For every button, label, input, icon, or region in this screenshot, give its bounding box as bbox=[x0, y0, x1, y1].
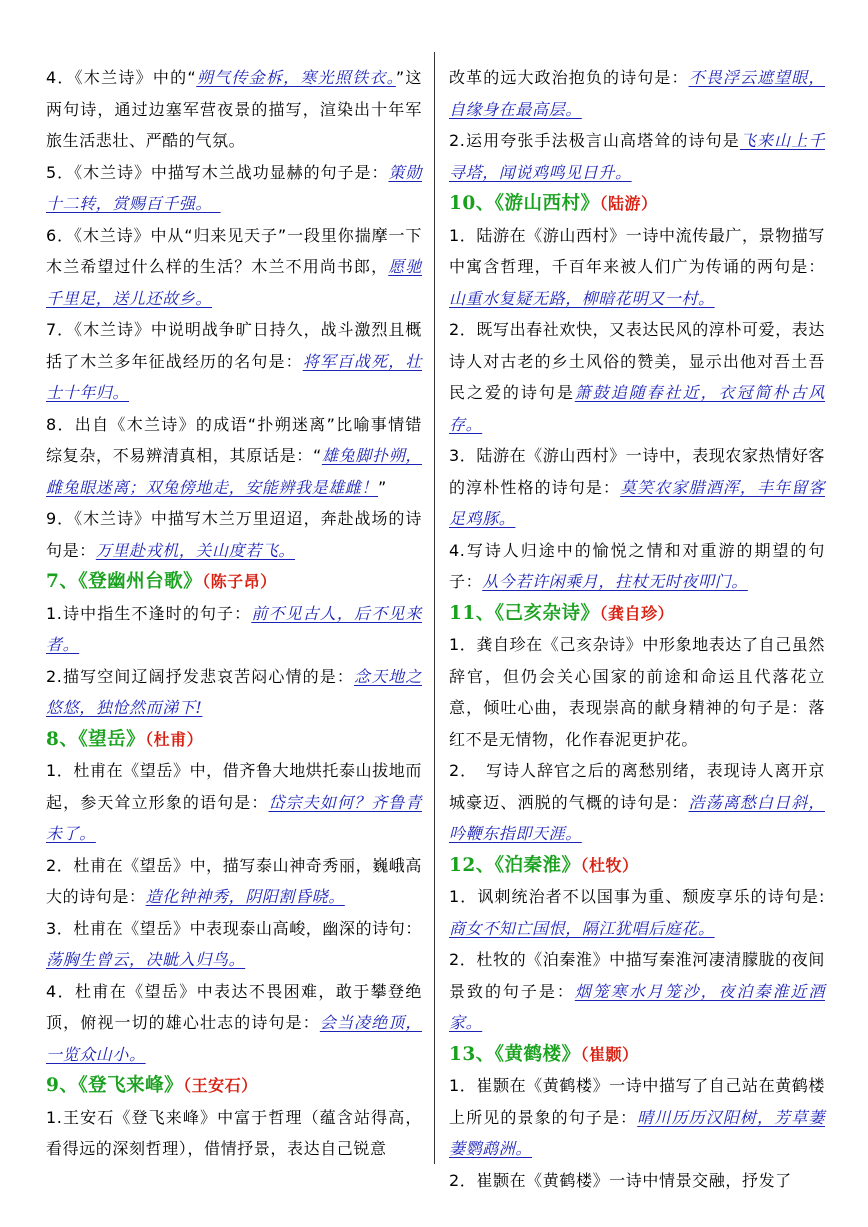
question-item bbox=[449, 535, 825, 598]
answer-text: 将军百战死，壮士十年归。 bbox=[46, 351, 422, 402]
question-item bbox=[449, 1165, 825, 1197]
question-item bbox=[46, 314, 422, 409]
question-item bbox=[449, 125, 825, 188]
question-text: 6．《木兰诗》中从“归来见天子”一段里你揣摩一下木兰希望过什么样的生活？木兰不用尚书郎， bbox=[46, 225, 422, 276]
question-text: 4.写诗人归途中的愉悦之情和对重游的期望的句子： bbox=[449, 540, 825, 591]
answer-text: 商女不知亡国恨，隔江犹唱后庭花。 bbox=[449, 918, 715, 938]
answer-text: 飞来山上千寻塔，闻说鸡鸣见日升。 bbox=[449, 131, 825, 182]
answer-text: 前不见古人，后不见来者。 bbox=[46, 603, 422, 654]
answer-text: 莫笑农家腊酒浑，丰年留客足鸡豚。 bbox=[449, 477, 825, 528]
question-text: 1．龚自珍在《己亥杂诗》中形象地表达了自己虽然辞官，但仍会关心国家的前途和命运且代落花立意，倾吐心曲，表现崇高的献身精神的句子是：落红不是无情物，化作春泥更护花。 bbox=[449, 635, 825, 749]
question-item bbox=[46, 220, 422, 315]
question-text: 4．《木兰诗》中的“ bbox=[46, 68, 197, 87]
poet-name: （杜甫） bbox=[145, 729, 204, 749]
question-text: 改革的远大政治抱负的诗句是： bbox=[449, 68, 689, 87]
answer-text: 浩荡离愁白日斜，吟鞭东指即天涯。 bbox=[449, 792, 825, 843]
question-item bbox=[46, 913, 422, 976]
question-text: 1．陆游在《游山西村》一诗中流传最广，景物描写中寓含哲理，千百年来被人们广为传诵的两句是： bbox=[449, 225, 825, 276]
question-text: 1．崔颢在《黄鹤楼》一诗中描写了自己站在黄鹤楼上所见的景象的句子是： bbox=[449, 1076, 825, 1127]
question-item bbox=[449, 629, 825, 755]
question-item bbox=[449, 220, 825, 315]
section-title: 12、《泊秦淮》 bbox=[449, 854, 581, 876]
section-title: 13、《黄鹤楼》 bbox=[449, 1043, 581, 1065]
question-item bbox=[46, 850, 422, 913]
answer-text: 箫鼓追随春社近，衣冠简朴古风存。 bbox=[449, 383, 826, 434]
answer-text: 造化钟神秀，阴阳割昏晓。 bbox=[145, 887, 345, 906]
poet-name: （杜牧） bbox=[580, 855, 639, 875]
question-item bbox=[449, 440, 825, 535]
right-column bbox=[449, 62, 825, 1196]
section-title: 9、《登飞来峰》 bbox=[46, 1075, 184, 1096]
answer-text: 愿驰千里足，送儿还故乡。 bbox=[46, 257, 422, 308]
poet-name: （陈子昂） bbox=[202, 572, 277, 591]
poet-name: （龚自珍） bbox=[599, 603, 675, 623]
section-heading bbox=[46, 724, 422, 756]
question-text: 9．《木兰诗》中描写木兰万里迢迢，奔赴战场的诗句是： bbox=[46, 509, 422, 560]
question-item bbox=[449, 314, 825, 440]
answer-text: 荡胸生曾云，决眦入归鸟。 bbox=[46, 950, 246, 969]
question-item bbox=[46, 661, 422, 724]
question-text: 1.王安石《登飞来峰》中富于哲理（蕴含站得高，看得远的深刻哲理），借情抒景，表达自己锐意 bbox=[46, 1107, 422, 1158]
answer-text: 策勋十二转，赏赐百千强。 bbox=[46, 162, 423, 213]
answer-text: 不畏浮云遮望眼，自缘身在最高层。 bbox=[449, 68, 825, 119]
answer-text: 山重水复疑无路，柳暗花明又一村。 bbox=[449, 288, 715, 308]
question-text: 2．既写出春社欢快，又表达民风的淳朴可爱，表达诗人对古老的乡土风俗的赞美，显示出他对吾土吾民之爱的诗句是 bbox=[449, 320, 825, 402]
section-heading bbox=[46, 566, 422, 598]
question-text: 1．杜甫在《望岳》中，借齐鲁大地烘托泰山拔地而起，参天耸立形象的语句是： bbox=[46, 761, 422, 812]
question-text: 2．崔颢在《黄鹤楼》一诗中情景交融，抒发了 bbox=[449, 1170, 792, 1190]
question-item bbox=[46, 755, 422, 850]
question-item bbox=[449, 755, 825, 850]
section-title: 8、《望岳》 bbox=[46, 728, 146, 750]
answer-text: 岱宗夫如何？齐鲁青未了。 bbox=[46, 792, 422, 843]
question-item bbox=[449, 62, 825, 125]
section-heading bbox=[46, 1070, 422, 1102]
answer-text: 朔气传金柝，寒光照铁衣。 bbox=[196, 68, 396, 87]
poet-name: （崔颢） bbox=[580, 1044, 639, 1064]
question-text: 3．陆游在《游山西村》一诗中，表现农家热情好客的淳朴性格的诗句是： bbox=[449, 446, 825, 497]
question-text: 8．出自《木兰诗》的成语“扑朔迷离”比喻事情错综复杂，不易辨清真相，其原话是：“ bbox=[46, 414, 422, 465]
answer-text: 念天地之悠悠，独怆然而涕下! bbox=[46, 666, 422, 717]
section-heading bbox=[449, 1039, 825, 1071]
question-text: 5．《木兰诗》中描写木兰战功显赫的句子是： bbox=[46, 162, 389, 182]
column-divider bbox=[434, 52, 435, 1164]
answer-text: 从今若许闲乘月，拄杖无时夜叩门。 bbox=[482, 572, 748, 591]
question-text: 4．杜甫在《望岳》中表达不畏困难，敢于攀登绝顶，俯视一切的雄心壮志的诗句是： bbox=[46, 981, 422, 1032]
question-item bbox=[46, 598, 422, 661]
question-text: 2.运用夸张手法极言山高塔耸的诗句是 bbox=[449, 131, 740, 150]
question-text: ” bbox=[378, 477, 387, 497]
question-item bbox=[449, 1070, 825, 1165]
question-item bbox=[449, 881, 825, 944]
question-text: 3．杜甫在《望岳》中表现泰山高峻，幽深的诗句： bbox=[46, 918, 422, 938]
answer-text: 烟笼寒水月笼沙，夜泊秦淮近酒家。 bbox=[449, 981, 826, 1032]
question-item bbox=[46, 1102, 422, 1165]
answer-text: 会当凌绝顶，一览众山小。 bbox=[46, 1013, 422, 1064]
section-title: 7、《登幽州台歌》 bbox=[46, 571, 203, 592]
question-text: 1．讽刺统治者不以国事为重、颓废享乐的诗句是: bbox=[449, 887, 825, 906]
answer-text: 万里赴戎机，关山度若飞。 bbox=[95, 540, 296, 560]
left-column bbox=[46, 62, 422, 1165]
section-heading bbox=[449, 850, 825, 882]
poet-name: （王安石） bbox=[183, 1076, 258, 1095]
answer-text: 晴川历历汉阳树，芳草萋萋鹦鹉洲。 bbox=[449, 1107, 825, 1158]
question-text: 2．杜甫在《望岳》中，描写泰山神奇秀丽，巍峨高大的诗句是： bbox=[46, 855, 422, 906]
question-item bbox=[46, 503, 422, 566]
poet-name: （陆游） bbox=[599, 194, 658, 213]
question-item bbox=[46, 62, 422, 157]
question-text: 2． 写诗人辞官之后的离愁别绪，表现诗人离开京城豪迈、洒脱的气概的诗句是： bbox=[449, 761, 825, 812]
question-item bbox=[46, 409, 422, 504]
question-text: 7．《木兰诗》中说明战争旷日持久，战斗激烈且概括了木兰多年征战经历的名句是： bbox=[46, 320, 422, 371]
question-text: 2.描写空间辽阔抒发悲哀苦闷心情的是： bbox=[46, 666, 355, 686]
section-title: 11、《己亥杂诗》 bbox=[449, 602, 600, 624]
question-item bbox=[46, 157, 422, 220]
question-item bbox=[46, 976, 422, 1071]
question-text: 1.诗中指生不逢时的句子： bbox=[46, 603, 252, 623]
answer-text: 雄兔脚扑朔，雌兔眼迷离；双兔傍地走，安能辨我是雄雌！ bbox=[46, 446, 422, 497]
section-heading bbox=[449, 188, 825, 220]
question-text: 2．杜牧的《泊秦淮》中描写秦淮河凄清朦胧的夜间景致的句子是： bbox=[449, 950, 825, 1001]
section-heading bbox=[449, 598, 825, 630]
section-title: 10、《游山西村》 bbox=[449, 193, 600, 214]
question-item bbox=[449, 944, 825, 1039]
question-text: ”这两句诗，通过边塞军营夜景的描写，渲染出十年军旅生活悲壮、严酷的气氛。 bbox=[46, 68, 422, 150]
